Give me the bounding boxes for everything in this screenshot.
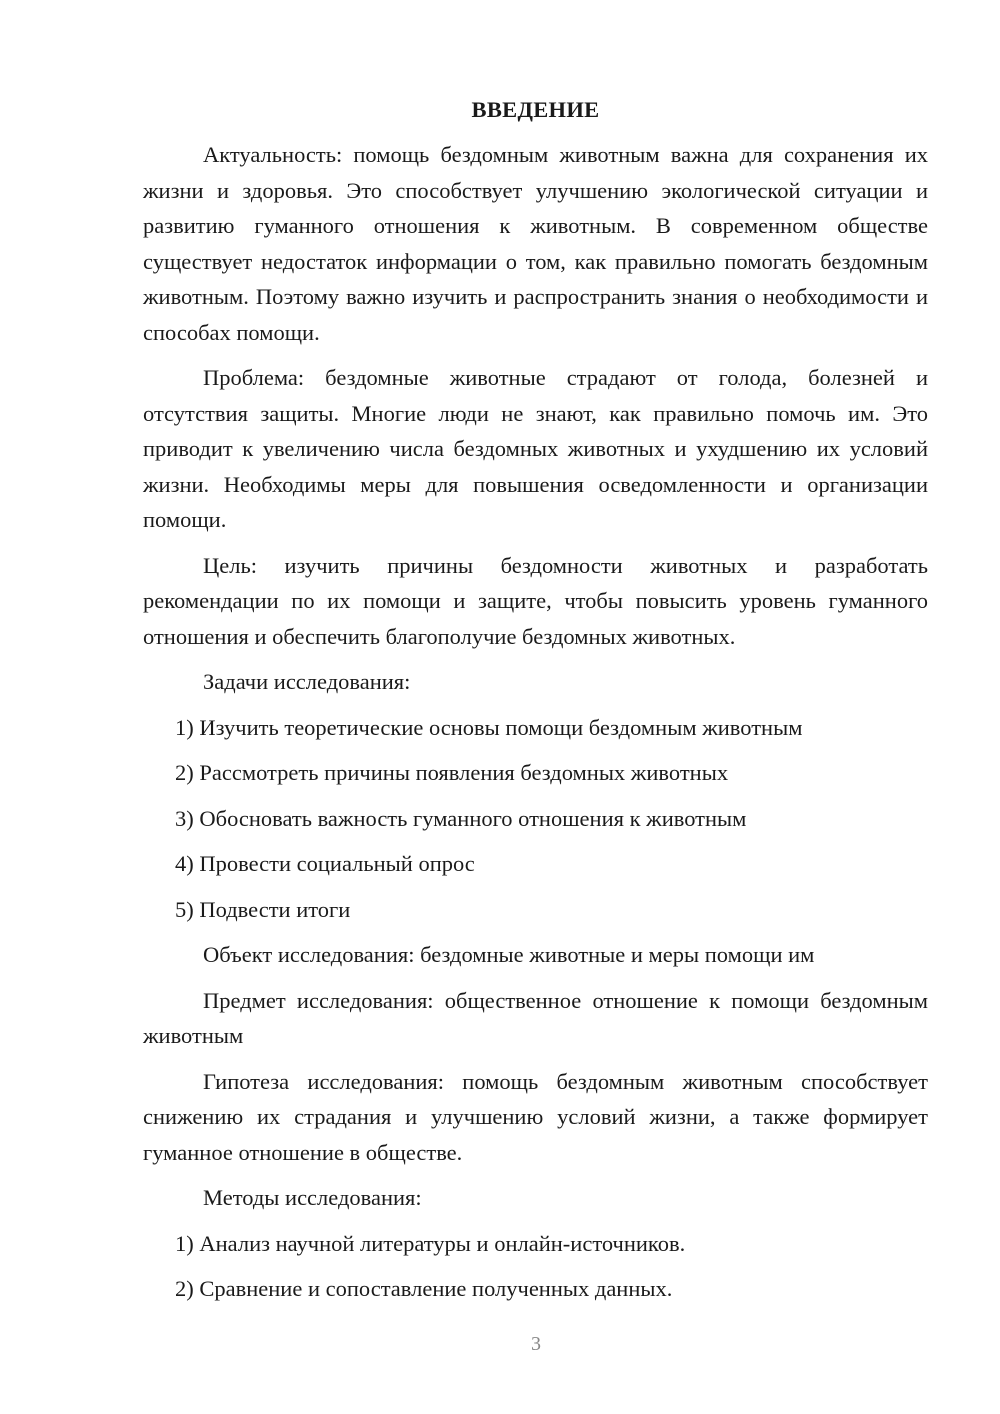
hypothesis-paragraph: Гипотеза исследования: помощь бездомным животным способствует снижению их страдания и улучшению условий жизни, а также формирует гуманное отношение в обществе.: [143, 1068, 928, 1165]
page-number: 3: [531, 1333, 541, 1355]
task-item: 4) Провести социальный опрос: [175, 851, 475, 876]
methods-heading: Методы исследования:: [203, 1185, 422, 1210]
goal-paragraph: Цель: изучить причины бездомности животных и разработать рекомендации по их помощи и защите, чтобы повысить уровень гуманного отношения и обеспечить благополучие бездомных животных.: [143, 552, 928, 649]
task-item: 5) Подвести итоги: [175, 896, 351, 922]
task-item: 2) Рассмотреть причины появления бездомных животных: [175, 760, 729, 785]
problem-paragraph: Проблема: бездомные животные страдают от голода, болезней и отсутствия защиты. Многие люди не знают, как правильно помочь им. Это приводит к увеличению числа бездомных животных и ухудшению их условий жизни. Необходимы меры для повышения осведомленности и организации помощи.: [143, 365, 928, 532]
tasks-list: [143, 710, 928, 928]
relevance-paragraph: Актуальность: помощь бездомным животным важна для сохранения их жизни и здоровья. Это способствует улучшению экологической ситуации и развитию гуманного отношения к животным. В современном обществе существует недостаток информации о том, как правильно помогать бездомным животным. Поэтому важно изучить и распространить знания о необходимости и способах помощи.: [143, 142, 928, 345]
section-title: ВВЕДЕНИЕ: [471, 97, 600, 122]
object-line: Объект исследования: бездомные животные и меры помощи им: [203, 942, 815, 967]
task-item: 3) Обосновать важность гуманного отношения к животным: [175, 805, 747, 831]
method-item: 2) Сравнение и сопоставление полученных данных.: [175, 1276, 673, 1301]
tasks-heading: Задачи исследования:: [203, 669, 411, 694]
page-content: [143, 92, 928, 1317]
task-item: 1) Изучить теоретические основы помощи бездомным животным: [175, 714, 803, 740]
subject-paragraph: Предмет исследования: общественное отношение к помощи бездомным животным: [143, 987, 928, 1048]
method-item: 1) Анализ научной литературы и онлайн-источников.: [175, 1230, 686, 1256]
methods-list: [143, 1226, 928, 1307]
